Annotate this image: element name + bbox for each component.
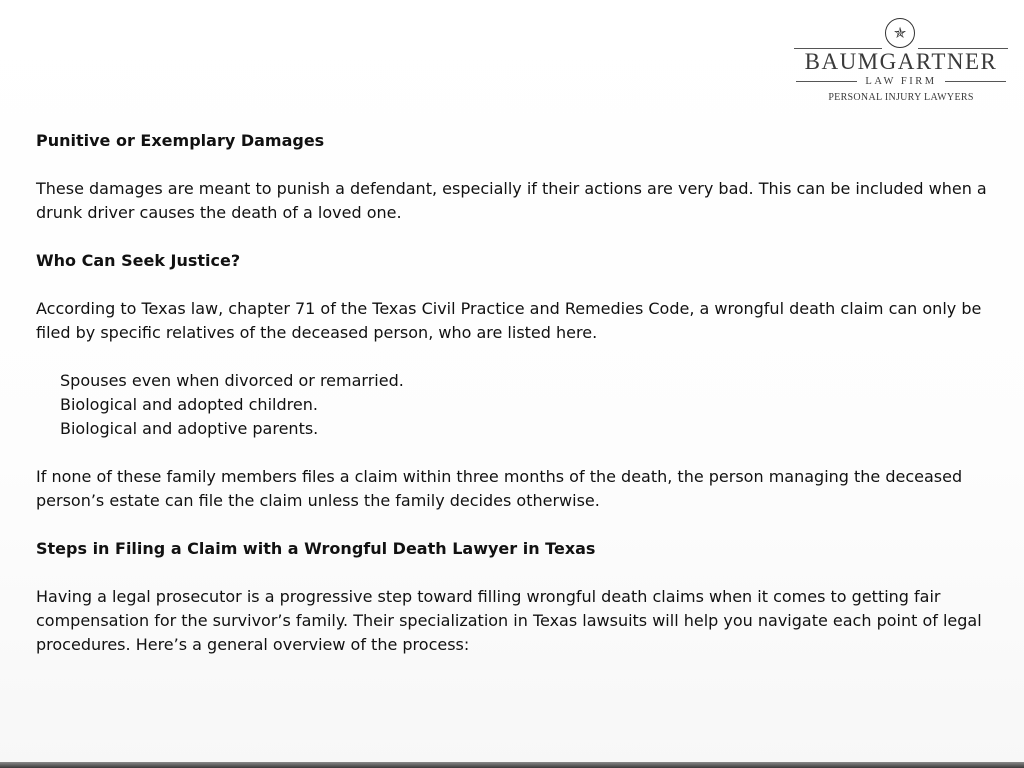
paragraph: According to Texas law, chapter 71 of the Texas Civil Practice and Remedies Code, a wrongful death claim can only be filed by specific relatives of the deceased person, who are listed here.	[36, 299, 982, 342]
eligible-relatives-list	[36, 369, 1001, 441]
article-body	[36, 129, 1001, 681]
list-item: Biological and adoptive parents.	[60, 419, 319, 438]
logo-tagline: PERSONAL INJURY LAWYERS	[828, 92, 974, 103]
section-heading: Punitive or Exemplary Damages	[36, 131, 325, 150]
list-item: Biological and adopted children.	[60, 395, 318, 414]
paragraph: These damages are meant to punish a defendant, especially if their actions are very bad. This can be included when a drunk driver causes the death of a loved one.	[36, 179, 987, 222]
firm-logo	[790, 16, 1012, 108]
bottom-border	[0, 762, 1024, 768]
logo-firm-name: BAUMGARTNER	[804, 49, 998, 74]
logo-divider	[945, 81, 1006, 82]
logo-law-firm: LAW FIRM	[865, 75, 937, 87]
section-heading: Who Can Seek Justice?	[36, 251, 241, 270]
paragraph: If none of these family members files a claim within three months of the death, the person managing the deceased person’s estate can file the claim unless the family decides otherwise.	[36, 467, 963, 510]
section-heading: Steps in Filing a Claim with a Wrongful Death Lawyer in Texas	[36, 539, 596, 558]
logo-divider	[796, 81, 857, 82]
paragraph: Having a legal prosecutor is a progressive step toward filling wrongful death claims when it comes to getting fair compensation for the survivor’s family. Their specialization in Texas lawsuits will help you navigate each point of legal procedures. Here’s a general overview of the process:	[36, 587, 982, 654]
star-seal-icon: ✯	[885, 18, 915, 48]
list-item: Spouses even when divorced or remarried.	[60, 371, 404, 390]
logo-subtitle-row	[796, 74, 1006, 88]
